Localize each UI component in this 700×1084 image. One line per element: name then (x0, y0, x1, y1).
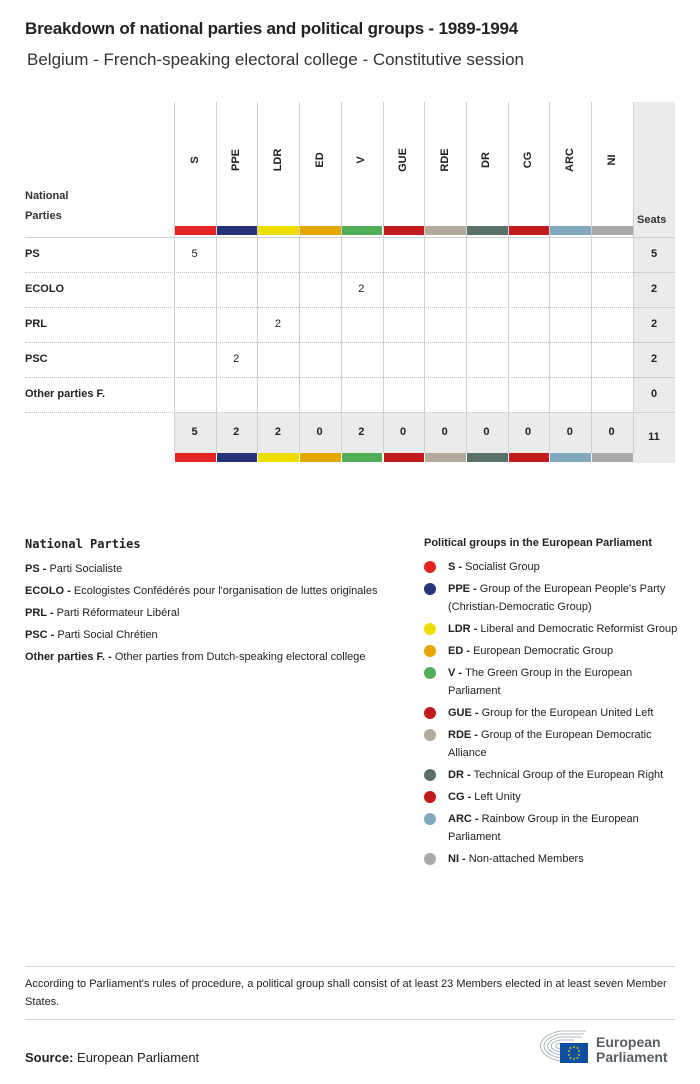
political-groups-legend-title: Political groups in the European Parliament (424, 537, 652, 549)
group-legend-item-ldr (424, 620, 680, 638)
seats-divider (633, 272, 675, 273)
footer-color-bar-cg (509, 453, 550, 462)
national-party-legend-item (25, 604, 385, 622)
legend-name: Ecologistes Confédérés pour l'organisation de luttes originales (73, 585, 378, 597)
legend-abbr: ED (448, 645, 464, 657)
header-color-bar-ppe (217, 226, 258, 235)
color-dot-icon (424, 667, 436, 679)
color-dot-icon (424, 853, 436, 865)
group-header-ni (591, 102, 632, 226)
legend-separator: - (455, 667, 466, 679)
header-color-bar-dr (467, 226, 508, 235)
footer-color-bar-s (175, 453, 216, 462)
total-cell-ldr: 2 (274, 426, 281, 438)
national-parties-legend-title: National Parties (25, 537, 141, 551)
row-divider (25, 342, 633, 343)
national-party-legend-item (25, 648, 385, 666)
group-header-gue (383, 102, 424, 226)
logo-line-2: Parliament (596, 1049, 668, 1065)
footer-color-bar-ldr (258, 453, 299, 462)
group-header-label: ED (313, 152, 326, 168)
group-header-label: RDE (438, 148, 451, 172)
column-divider (633, 102, 634, 453)
group-header-arc (549, 102, 590, 226)
legend-name: Parti Social Chrétien (57, 629, 158, 641)
group-header-label: DR (480, 152, 493, 168)
group-header-cg (508, 102, 549, 226)
legend-abbr: DR (448, 769, 464, 781)
legend-abbr: NI (448, 853, 459, 865)
seats-divider (633, 412, 675, 413)
legend-abbr: ARC (448, 813, 472, 825)
total-cell-ppe: 2 (233, 426, 240, 438)
row-label-other-parties-f-: Other parties F. (25, 388, 106, 400)
group-header-label: S (188, 156, 201, 164)
footer-color-bar-arc (550, 453, 591, 462)
total-cell-cg: 0 (525, 426, 532, 438)
legend-name: Liberal and Democratic Reformist Group (480, 623, 678, 635)
row-divider (25, 412, 633, 413)
group-legend-item-rde (424, 726, 680, 762)
national-party-legend-item (25, 560, 385, 578)
legend-name: Group of the European Democratic Alliance (448, 729, 652, 759)
legend-name: Group for the European United Left (481, 707, 654, 719)
footer-color-bar-rde (425, 453, 466, 462)
group-legend-item-v (424, 664, 680, 700)
color-dot-icon (424, 583, 436, 595)
legend-abbr: PRL (25, 607, 47, 619)
row-divider (25, 272, 633, 273)
footnote: According to Parliament's rules of procedure, a political group shall consist of at least 23 Members elected in at least seven Member States. (25, 978, 667, 1008)
group-header-label: V (355, 156, 368, 164)
total-cell-s: 5 (191, 426, 198, 438)
legend-name: The Green Group in the European Parliament (448, 667, 633, 697)
total-cell-ni: 0 (608, 426, 615, 438)
row-label-ecolo: ECOLO (25, 283, 65, 295)
header-color-bar-v (342, 226, 383, 235)
header-color-bar-cg (509, 226, 550, 235)
total-cell-rde: 0 (441, 426, 448, 438)
legend-abbr: LDR (448, 623, 471, 635)
legend-name: Left Unity (474, 791, 521, 803)
header-color-bar-arc (550, 226, 591, 235)
header-color-bar-ldr (258, 226, 299, 235)
row-divider (25, 377, 633, 378)
group-legend-item-cg (424, 788, 680, 806)
legend-name: Technical Group of the European Right (473, 769, 664, 781)
row-label-ps: PS (25, 248, 40, 260)
group-legend-item-arc (424, 810, 680, 846)
color-dot-icon (424, 813, 436, 825)
group-header-label: PPE (230, 148, 243, 172)
group-header-v (341, 102, 382, 226)
logo-line-1: European (596, 1034, 661, 1050)
group-header-ldr (257, 102, 298, 226)
header-color-bar-s (175, 226, 216, 235)
legend-separator: - (463, 769, 474, 781)
group-legend-item-gue (424, 704, 680, 722)
seats-divider (633, 307, 675, 308)
footer-color-bar-dr (467, 453, 508, 462)
legend-separator: - (471, 813, 482, 825)
legend-separator: - (459, 853, 469, 865)
group-header-label: ARC (563, 148, 576, 172)
legend-separator: - (64, 585, 74, 597)
color-dot-icon (424, 561, 436, 573)
logo-text (596, 1035, 668, 1065)
group-header-ppe (216, 102, 257, 226)
legend-separator: - (463, 645, 474, 657)
legend-name: Parti Réformateur Libéral (56, 607, 180, 619)
national-parties-legend (25, 537, 385, 670)
color-dot-icon (424, 707, 436, 719)
divider (25, 966, 675, 967)
legend-separator: - (39, 563, 50, 575)
legend-abbr: PPE (448, 583, 471, 595)
hemicycle-flag-icon (526, 1028, 594, 1068)
total-seats: 11 (648, 431, 660, 443)
source-value: European Parliament (77, 1050, 200, 1065)
row-divider (25, 307, 633, 308)
group-header-label: CG (522, 151, 535, 169)
header-color-bar-ni (592, 226, 633, 235)
group-legend-item-ni (424, 850, 680, 868)
seats-divider (633, 342, 675, 343)
row-label-prl: PRL (25, 318, 47, 330)
row-seats: 2 (650, 353, 658, 365)
table-cell: 2 (358, 283, 365, 295)
color-dot-icon (424, 791, 436, 803)
chart-subtitle: Belgium - French-speaking electoral college - Constitutive session (27, 50, 525, 69)
legend-name: European Democratic Group (473, 645, 614, 657)
legend-abbr: PS (25, 563, 40, 575)
total-cell-arc: 0 (566, 426, 573, 438)
legend-abbr: S (448, 561, 456, 573)
seats-header: Seats (637, 214, 667, 226)
table-cell: 2 (233, 353, 240, 365)
legend-abbr: V (448, 667, 456, 679)
legend-separator: - (471, 729, 482, 741)
chart-title: Breakdown of national parties and political groups - 1989-1994 (25, 19, 519, 38)
color-dot-icon (424, 645, 436, 657)
political-groups-legend (424, 537, 680, 872)
legend-separator: - (471, 707, 482, 719)
national-party-legend-item (25, 626, 385, 644)
seats-divider (633, 377, 675, 378)
legend-separator: - (470, 623, 481, 635)
group-header-label: LDR (271, 148, 284, 172)
legend-separator: - (470, 583, 480, 595)
group-header-label: GUE (397, 148, 409, 172)
divider (25, 1019, 675, 1020)
source-label: Source: (25, 1050, 74, 1065)
legend-name: Rainbow Group in the European Parliament (448, 813, 639, 843)
table-cell: 5 (191, 248, 198, 260)
legend-name: Socialist Group (465, 561, 540, 573)
legend-name: Group of the European People's Party (Christian-Democratic Group) (448, 583, 666, 613)
group-legend-item-ppe (424, 580, 680, 616)
legend-abbr: CG (448, 791, 465, 803)
total-cell-ed: 0 (316, 426, 323, 438)
legend-name: Parti Socialiste (49, 563, 123, 575)
legend-abbr: PSC (25, 629, 48, 641)
legend-abbr: GUE (448, 707, 472, 719)
group-legend-item-dr (424, 766, 680, 784)
national-parties-header: National Parties (25, 190, 69, 222)
header-divider (25, 237, 675, 238)
legend-name: Non-attached Members (468, 853, 584, 865)
total-cell-v: 2 (358, 426, 365, 438)
legend-abbr: RDE (448, 729, 472, 741)
footer-color-bar-ed (300, 453, 341, 462)
color-dot-icon (424, 769, 436, 781)
group-legend-item-s (424, 558, 680, 576)
header-color-bar-gue (384, 226, 425, 235)
group-header-rde (424, 102, 465, 226)
footer-color-bar-gue (384, 453, 425, 462)
color-dot-icon (424, 623, 436, 635)
row-seats: 2 (650, 318, 658, 330)
breakdown-table (25, 102, 675, 464)
total-cell-gue: 0 (399, 426, 407, 438)
legend-separator: - (105, 651, 115, 663)
national-party-legend-item (25, 582, 385, 600)
row-label-psc: PSC (25, 353, 48, 365)
european-parliament-logo (526, 1028, 676, 1068)
group-header-s (174, 102, 215, 226)
group-header-dr (466, 102, 507, 226)
legend-separator: - (47, 629, 58, 641)
legend-separator: - (455, 561, 466, 573)
footer-color-bar-ppe (217, 453, 258, 462)
row-seats: 2 (650, 283, 658, 295)
color-dot-icon (424, 729, 436, 741)
header-color-bar-ed (300, 226, 341, 235)
legend-separator: - (464, 791, 475, 803)
legend-name: Other parties from Dutch-speaking electoral college (114, 651, 366, 663)
legend-abbr: Other parties F. (25, 651, 106, 663)
group-legend-item-ed (424, 642, 680, 660)
legend-separator: - (46, 607, 57, 619)
group-header-ed (299, 102, 340, 226)
source-line (25, 1050, 199, 1065)
group-header-label: NI (605, 154, 618, 166)
row-seats: 0 (650, 388, 658, 400)
header-color-bar-rde (425, 226, 466, 235)
footer-color-bar-ni (592, 453, 633, 462)
row-seats: 5 (650, 248, 658, 260)
legend-abbr: ECOLO (25, 585, 65, 597)
table-cell: 2 (274, 318, 281, 330)
total-cell-dr: 0 (483, 426, 490, 438)
footer-color-bar-v (342, 453, 383, 462)
